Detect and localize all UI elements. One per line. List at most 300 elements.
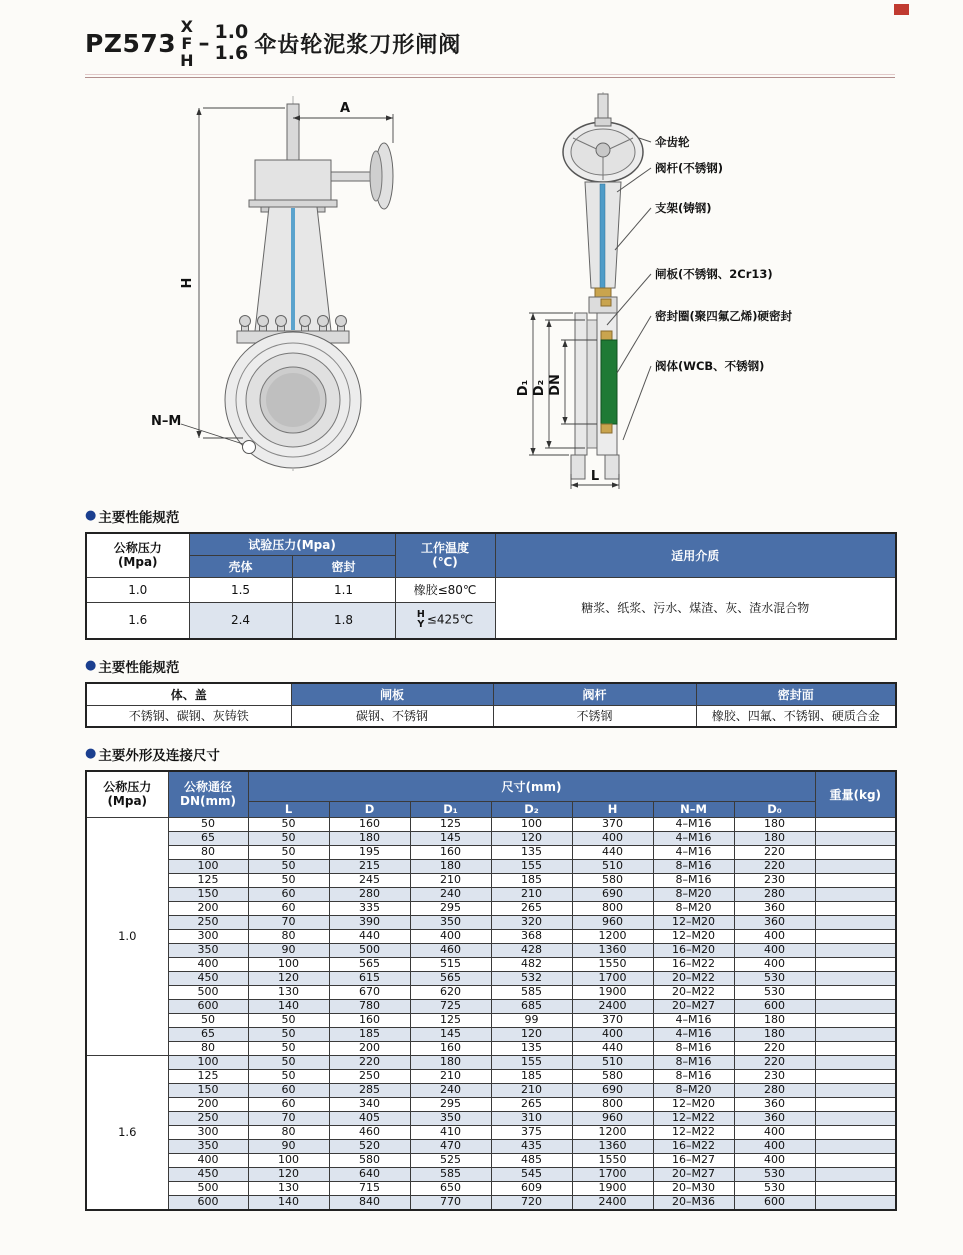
dimension-cell: 1700 <box>572 1167 653 1181</box>
dimension-cell: 280 <box>734 1083 815 1097</box>
seal-face-cell: 橡胶、四氟、不锈钢、硬质合金 <box>696 705 896 727</box>
bullet-icon: ● <box>85 746 97 761</box>
dimension-cell: 370 <box>572 1013 653 1027</box>
dimension-cell: 120 <box>248 971 329 985</box>
dimension-cell: 295 <box>410 1097 491 1111</box>
weight-cell <box>815 957 896 971</box>
dimension-cell: 240 <box>410 1083 491 1097</box>
dimension-cell: 50 <box>248 873 329 887</box>
dimension-cell: 1700 <box>572 971 653 985</box>
dimension-cell: 100 <box>168 1055 248 1069</box>
dimension-cell: 150 <box>168 887 248 901</box>
dimension-cell: 20–M36 <box>653 1195 734 1210</box>
col-weight: 重量(kg) <box>815 771 896 817</box>
col-d1: D₁ <box>410 801 491 817</box>
label-seal-ring: 密封圈(聚四氟乙烯)硬密封 <box>655 309 793 323</box>
dimension-cell: 525 <box>410 1153 491 1167</box>
dimension-cell: 180 <box>734 817 815 831</box>
weight-cell <box>815 1167 896 1181</box>
dimension-cell: 8–M16 <box>653 1055 734 1069</box>
weight-cell <box>815 915 896 929</box>
col-d2: D₂ <box>491 801 572 817</box>
dimension-cell: 530 <box>734 971 815 985</box>
dimension-cell: 60 <box>248 901 329 915</box>
dimension-cell: 585 <box>410 1167 491 1181</box>
table-row <box>86 1069 896 1083</box>
dimension-cell: 180 <box>329 831 410 845</box>
dimension-cell: 120 <box>248 1167 329 1181</box>
temp-cell: H Y ≤425℃ <box>395 602 495 639</box>
dimension-cell: 50 <box>248 1069 329 1083</box>
page-title <box>85 14 895 72</box>
stem <box>287 104 299 162</box>
weight-cell <box>815 1181 896 1195</box>
dimension-cell: 70 <box>248 915 329 929</box>
dimension-cell: 210 <box>410 1069 491 1083</box>
weight-cell <box>815 943 896 957</box>
dimension-cell: 80 <box>168 1041 248 1055</box>
red-corner-mark <box>894 4 909 15</box>
dimension-cell: 515 <box>410 957 491 971</box>
dimension-cell: 16–M22 <box>653 957 734 971</box>
dimension-cell: 300 <box>168 1125 248 1139</box>
table-row <box>86 915 896 929</box>
svg-text:L: L <box>590 469 600 484</box>
dimension-cell: 800 <box>572 901 653 915</box>
table-row <box>86 929 896 943</box>
dimension-cell: 16–M22 <box>653 1139 734 1153</box>
rating-16: 1.6 <box>214 42 249 64</box>
col-temp: 工作温度 (℃) <box>395 533 495 577</box>
table-row <box>86 1125 896 1139</box>
dimension-cell: 510 <box>572 1055 653 1069</box>
dimension-cell: 185 <box>329 1027 410 1041</box>
dimension-cell: 12–M22 <box>653 1111 734 1125</box>
dimension-cell: 250 <box>168 915 248 929</box>
dimension-cell: 20–M22 <box>653 985 734 999</box>
dimension-cell: 2400 <box>572 1195 653 1210</box>
bevel-gear-icon <box>563 118 643 182</box>
dimension-cell: 685 <box>491 999 572 1013</box>
dimension-cell: 320 <box>491 915 572 929</box>
dimension-cell: 195 <box>329 845 410 859</box>
dimension-cell: 12–M20 <box>653 915 734 929</box>
table-row <box>86 1041 896 1055</box>
dimension-cell: 8–M16 <box>653 1041 734 1055</box>
dimension-cell: 440 <box>572 1041 653 1055</box>
weight-cell <box>815 1041 896 1055</box>
dimension-cell: 60 <box>248 887 329 901</box>
dimension-cell: 640 <box>329 1167 410 1181</box>
dimension-cell: 300 <box>168 929 248 943</box>
dimensions-table <box>85 770 897 1211</box>
dimension-cell: 350 <box>410 915 491 929</box>
dimension-cell: 100 <box>248 957 329 971</box>
dimension-cell: 4–M16 <box>653 845 734 859</box>
dimension-cell: 80 <box>248 929 329 943</box>
dimension-cell: 440 <box>572 845 653 859</box>
dimension-cell: 375 <box>491 1125 572 1139</box>
pressure-group-cell: 1.0 <box>86 817 168 1055</box>
weight-cell <box>815 1083 896 1097</box>
dimension-cell: 50 <box>248 859 329 873</box>
technical-drawings <box>85 88 895 490</box>
col-nm: N–M <box>653 801 734 817</box>
col-dn: 公称通径 DN(mm) <box>168 771 248 817</box>
dimension-cell: 215 <box>329 859 410 873</box>
dimension-cell: 530 <box>734 1167 815 1181</box>
dimension-cell: 70 <box>248 1111 329 1125</box>
dimension-cell: 609 <box>491 1181 572 1195</box>
dimension-cell: 1360 <box>572 1139 653 1153</box>
weight-cell <box>815 985 896 999</box>
dimension-cell: 20–M27 <box>653 999 734 1013</box>
weight-cell <box>815 1055 896 1069</box>
valve-body-section <box>571 313 619 479</box>
dimension-cell: 50 <box>168 1013 248 1027</box>
dimension-cell: 510 <box>572 859 653 873</box>
dimension-cell: 180 <box>734 1027 815 1041</box>
dimension-cell: 280 <box>329 887 410 901</box>
dimension-cell: 500 <box>168 1181 248 1195</box>
dimension-cell: 8–M16 <box>653 873 734 887</box>
weight-cell <box>815 887 896 901</box>
dimension-cell: 265 <box>491 1097 572 1111</box>
dimension-cell: 600 <box>168 1195 248 1210</box>
dimension-cell: 99 <box>491 1013 572 1027</box>
dimension-cell: 410 <box>410 1125 491 1139</box>
col-l: L <box>248 801 329 817</box>
svg-text:H: H <box>180 277 195 289</box>
title-dash: – <box>198 30 210 56</box>
table-row <box>86 1111 896 1125</box>
dimension-cell: 530 <box>734 1181 815 1195</box>
dimension-cell: 350 <box>168 943 248 957</box>
dimension-cell: 50 <box>248 845 329 859</box>
dimension-cell: 400 <box>734 957 815 971</box>
table-row <box>86 985 896 999</box>
label-stem: 阀杆(不锈钢) <box>655 161 724 175</box>
dimension-cell: 960 <box>572 1111 653 1125</box>
dimension-cell: 8–M20 <box>653 901 734 915</box>
table-row <box>86 1139 896 1153</box>
table-row <box>86 873 896 887</box>
col-body-cover: 体、盖 <box>86 683 291 705</box>
weight-cell <box>815 1195 896 1210</box>
variant-letters <box>180 18 193 69</box>
valve-body <box>225 332 361 468</box>
dimension-cell: 460 <box>410 943 491 957</box>
dimension-cell: 400 <box>572 1027 653 1041</box>
dimension-cell: 440 <box>329 929 410 943</box>
dimension-cell: 125 <box>168 873 248 887</box>
dimension-cell: 690 <box>572 887 653 901</box>
dimension-cell: 620 <box>410 985 491 999</box>
dimension-cell: 160 <box>329 817 410 831</box>
dimension-cell: 20–M27 <box>653 1167 734 1181</box>
col-d0: D₀ <box>734 801 815 817</box>
dimension-cell: 405 <box>329 1111 410 1125</box>
label-bevel-gear: 伞齿轮 <box>655 135 690 149</box>
table-row <box>86 887 896 901</box>
dimension-cell: 125 <box>410 817 491 831</box>
front-view-drawing <box>143 88 453 480</box>
dimension-cell: 160 <box>329 1013 410 1027</box>
dimension-cell: 135 <box>491 1041 572 1055</box>
table-row <box>86 943 896 957</box>
stem-blue-line <box>600 184 605 288</box>
dimension-cell: 120 <box>491 1027 572 1041</box>
dimension-cell: 960 <box>572 915 653 929</box>
weight-cell <box>815 901 896 915</box>
dimension-cell: 8–M20 <box>653 1083 734 1097</box>
dimension-cell: 90 <box>248 1139 329 1153</box>
dimension-cell: 482 <box>491 957 572 971</box>
table-row <box>86 1055 896 1069</box>
dimension-cell: 840 <box>329 1195 410 1210</box>
dimension-cell: 155 <box>491 1055 572 1069</box>
dimension-cell: 250 <box>329 1069 410 1083</box>
col-h: H <box>572 801 653 817</box>
dimension-cell: 50 <box>248 817 329 831</box>
dimension-cell: 690 <box>572 1083 653 1097</box>
seal-cell: 1.1 <box>292 577 395 602</box>
dimension-cell: 360 <box>734 1097 815 1111</box>
svg-text:DN: DN <box>548 374 563 396</box>
dimension-cell: 220 <box>734 845 815 859</box>
stem-blue-line <box>291 208 295 330</box>
dimension-cell: 140 <box>248 999 329 1013</box>
col-media: 适用介质 <box>495 533 896 577</box>
dimension-cell: 285 <box>329 1083 410 1097</box>
dimension-cell: 600 <box>168 999 248 1013</box>
dimension-cell: 600 <box>734 999 815 1013</box>
dimension-cell: 450 <box>168 1167 248 1181</box>
dimension-cell: 600 <box>734 1195 815 1210</box>
dimension-cell: 180 <box>410 859 491 873</box>
table-row <box>86 831 896 845</box>
dimension-cell: 780 <box>329 999 410 1013</box>
part-labels <box>607 135 793 440</box>
dimension-cell: 50 <box>168 817 248 831</box>
dimension-cell: 20–M30 <box>653 1181 734 1195</box>
table-row <box>86 845 896 859</box>
dimension-cell: 12–M22 <box>653 1125 734 1139</box>
dimension-cell: 12–M20 <box>653 1097 734 1111</box>
dimension-cell: 140 <box>248 1195 329 1210</box>
section-materials-header: ● 主要性能规范 <box>85 658 180 676</box>
handwheel-icon <box>331 143 393 209</box>
col-size: 尺寸(mm) <box>248 771 815 801</box>
dimension-cell: 100 <box>168 859 248 873</box>
dimension-cell: 1200 <box>572 929 653 943</box>
dimension-cell: 125 <box>168 1069 248 1083</box>
dimension-cell: 530 <box>734 985 815 999</box>
table-row <box>86 957 896 971</box>
dimension-cell: 220 <box>734 1055 815 1069</box>
dimension-cell: 1550 <box>572 957 653 971</box>
dimension-cell: 400 <box>734 943 815 957</box>
dimension-cell: 210 <box>491 887 572 901</box>
dimension-cell: 2400 <box>572 999 653 1013</box>
dimension-cell: 580 <box>329 1153 410 1167</box>
weight-cell <box>815 1097 896 1111</box>
dimension-cell: 155 <box>491 859 572 873</box>
dimension-cell: 390 <box>329 915 410 929</box>
dimension-cell: 16–M20 <box>653 943 734 957</box>
dimension-cell: 185 <box>491 1069 572 1083</box>
dimension-cell: 400 <box>168 957 248 971</box>
dimension-cell: 50 <box>248 1013 329 1027</box>
table-row <box>86 999 896 1013</box>
dimension-cell: 400 <box>410 929 491 943</box>
dimension-cell: 265 <box>491 901 572 915</box>
table-row <box>86 577 896 602</box>
dimension-cell: 400 <box>734 929 815 943</box>
product-name: 伞齿轮泥浆刀形闸阀 <box>254 32 462 58</box>
shell-cell: 1.5 <box>189 577 292 602</box>
dimension-cell: 100 <box>491 817 572 831</box>
dimension-cell: 12–M20 <box>653 929 734 943</box>
dimension-cell: 800 <box>572 1097 653 1111</box>
dimension-cell: 770 <box>410 1195 491 1210</box>
dimension-cell: 180 <box>734 1013 815 1027</box>
table-row <box>86 1013 896 1027</box>
dimension-cell: 180 <box>734 831 815 845</box>
dimension-cell: 470 <box>410 1139 491 1153</box>
svg-text:D₁: D₁ <box>516 379 531 397</box>
gate-cell: 碳钢、不锈钢 <box>291 705 493 727</box>
weight-cell <box>815 817 896 831</box>
dimension-cell: 8–M16 <box>653 859 734 873</box>
dimension-cell: 450 <box>168 971 248 985</box>
weight-cell <box>815 1125 896 1139</box>
gearbox <box>249 160 337 212</box>
dimension-cell: 220 <box>329 1055 410 1069</box>
dimension-cell: 200 <box>168 1097 248 1111</box>
variant-letter-f: F <box>181 33 193 53</box>
model-number: PZ573 <box>85 28 177 58</box>
label-gate: 闸板(不锈钢、2Cr13) <box>655 267 773 281</box>
dimension-cell: 65 <box>168 831 248 845</box>
dimension-cell: 400 <box>168 1153 248 1167</box>
materials-table <box>85 682 897 728</box>
dimension-cell: 135 <box>491 845 572 859</box>
pressure-cell: 1.0 <box>86 577 189 602</box>
temp-cell: 橡胶≤80℃ <box>395 577 495 602</box>
dimension-cell: 160 <box>410 1041 491 1055</box>
dimension-cell: 60 <box>248 1097 329 1111</box>
weight-cell <box>815 971 896 985</box>
dimension-cell: 720 <box>491 1195 572 1210</box>
section-dimensions-header: ● 主要外形及连接尺寸 <box>85 746 220 764</box>
label-yoke: 支架(铸钢) <box>655 201 712 215</box>
dimension-cell: 500 <box>329 943 410 957</box>
col-seal-face: 密封面 <box>696 683 896 705</box>
dimension-cell: 80 <box>168 845 248 859</box>
bolt-hole <box>243 441 256 454</box>
dimension-cell: 200 <box>168 901 248 915</box>
dimension-cell: 200 <box>329 1041 410 1055</box>
shell-cell: 2.4 <box>189 602 292 639</box>
dimension-cell: 4–M16 <box>653 831 734 845</box>
media-cell: 糖浆、纸浆、污水、煤渣、灰、渣水混合物 <box>495 577 896 639</box>
weight-cell <box>815 1069 896 1083</box>
dimension-cell: 580 <box>572 873 653 887</box>
table-row <box>86 705 896 727</box>
svg-text:D₂: D₂ <box>532 379 547 397</box>
dimension-cell: 400 <box>734 1125 815 1139</box>
pressure-ratings <box>215 22 249 64</box>
weight-cell <box>815 929 896 943</box>
dimension-cell: 400 <box>572 831 653 845</box>
dimension-cell: 335 <box>329 901 410 915</box>
dimension-cell: 350 <box>168 1139 248 1153</box>
dimension-cell: 50 <box>248 1041 329 1055</box>
dimension-cell: 20–M22 <box>653 971 734 985</box>
variant-letter-x: X <box>180 16 193 36</box>
dimension-cell: 8–M16 <box>653 1069 734 1083</box>
dimension-cell: 80 <box>248 1125 329 1139</box>
dimensions-table-body <box>86 817 896 1210</box>
dimension-cell: 580 <box>572 1069 653 1083</box>
weight-cell <box>815 1013 896 1027</box>
title-divider <box>85 74 895 78</box>
dimension-cell: 532 <box>491 971 572 985</box>
dimension-cell: 16–M27 <box>653 1153 734 1167</box>
dimension-cell: 180 <box>410 1055 491 1069</box>
dimension-cell: 428 <box>491 943 572 957</box>
pressure-group-cell: 1.6 <box>86 1055 168 1210</box>
variant-letter-h: H <box>180 50 194 70</box>
dimension-cell: 460 <box>329 1125 410 1139</box>
weight-cell <box>815 1139 896 1153</box>
bullet-icon: ● <box>85 508 97 523</box>
col-gate: 闸板 <box>291 683 493 705</box>
dimension-cell: 545 <box>491 1167 572 1181</box>
dimension-cell: 1900 <box>572 985 653 999</box>
dimension-cell: 1550 <box>572 1153 653 1167</box>
dimension-cell: 60 <box>248 1083 329 1097</box>
dimension-cell: 360 <box>734 901 815 915</box>
seal-cell: 1.8 <box>292 602 395 639</box>
dim-a <box>293 101 393 143</box>
table-row <box>86 1083 896 1097</box>
gland-packing <box>589 288 617 313</box>
col-pressure: 公称压力 (Mpa) <box>86 533 189 577</box>
dimension-cell: 90 <box>248 943 329 957</box>
dimension-cell: 160 <box>410 845 491 859</box>
col-pressure: 公称压力 (Mpa) <box>86 771 168 817</box>
dimension-cell: 250 <box>168 1111 248 1125</box>
dimension-cell: 1900 <box>572 1181 653 1195</box>
dimension-cell: 120 <box>491 831 572 845</box>
dimension-cell: 130 <box>248 1181 329 1195</box>
dimension-cell: 485 <box>491 1153 572 1167</box>
dimension-cell: 220 <box>734 859 815 873</box>
dimension-cell: 245 <box>329 873 410 887</box>
weight-cell <box>815 831 896 845</box>
body-cover-cell: 不锈钢、碳钢、灰铸铁 <box>86 705 291 727</box>
section-view-drawing <box>503 88 863 493</box>
col-stem: 阀杆 <box>493 683 696 705</box>
label-body: 阀体(WCB、不锈钢) <box>655 359 765 373</box>
table-row <box>86 1153 896 1167</box>
seal-ring <box>601 340 617 424</box>
dimension-cell: 360 <box>734 1111 815 1125</box>
dimension-cell: 1360 <box>572 943 653 957</box>
dimension-cell: 280 <box>734 887 815 901</box>
